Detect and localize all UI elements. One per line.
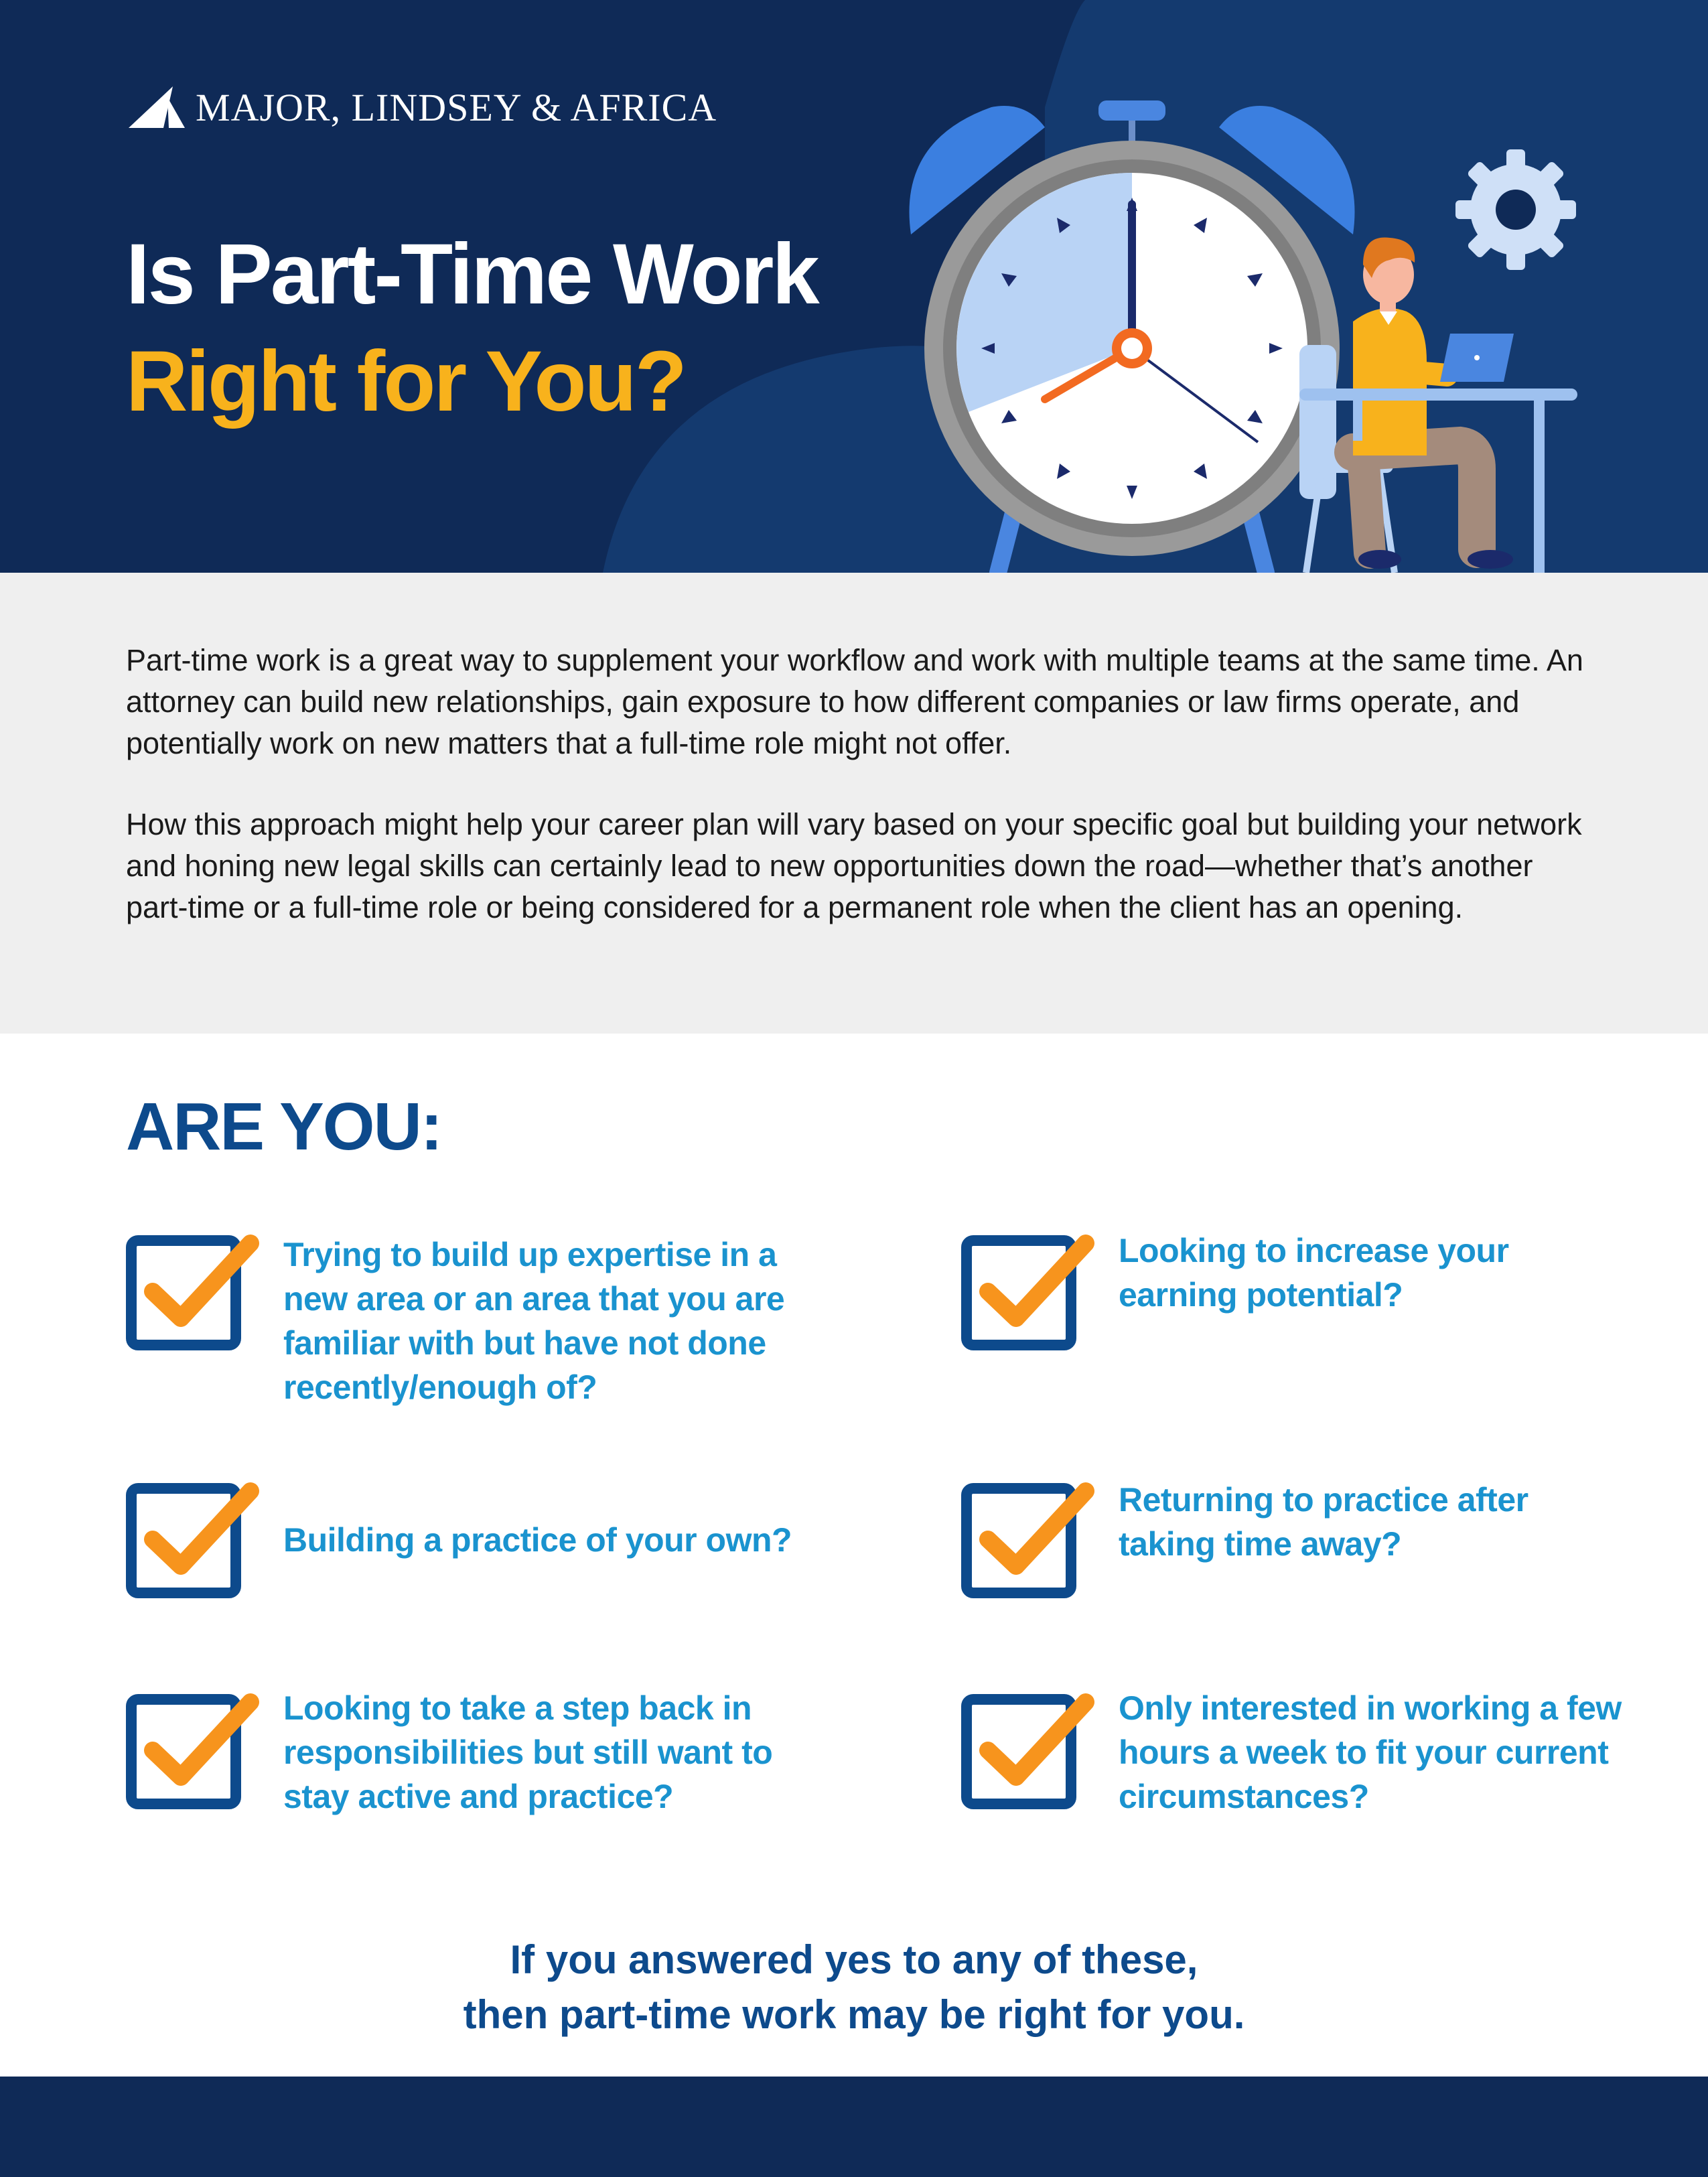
checklist-item-text: Looking to increase your earning potential? [1119,1232,1509,1314]
intro-section [0,573,1708,1034]
checklist-heading: ARE YOU: [126,1089,442,1164]
checkbox-checked-icon [961,1480,1095,1601]
checkbox-checked-icon [126,1233,260,1353]
conclusion-line-2: then part-time work may be right for you. [463,1992,1245,2037]
sail-logo-icon [126,84,188,131]
checkbox-checked-icon [961,1691,1095,1812]
clock-illustration [871,80,1608,573]
checkbox-checked-icon [961,1233,1095,1353]
checklist-item-text: Trying to build up expertise in a new area or an area that you are familiar with but have not done recently/enough of? [283,1236,785,1406]
page-title-line-1: Is Part-Time Work [126,226,818,322]
checklist-item-text: Looking to take a step back in responsibilities but still want to stay active and practice? [283,1689,773,1815]
brand-logo [126,80,717,134]
checklist-item-text: Only interested in working a few hours a week to fit your current circumstances? [1119,1689,1622,1815]
conclusion-line-1: If you answered yes to any of these, [510,1937,1198,1982]
alarm-clock-icon [910,100,1355,573]
intro-paragraph-2: How this approach might help your career plan will vary based on your specific goal but building your network and honing new legal skills can certainly lead to new opportunities down the road—whether that’s another part-time or a full-time role or being considered for a permanent role when the client has an opening. [126,807,1582,924]
conclusion [0,1933,1708,2042]
person-at-laptop-icon [1299,238,1577,573]
checklist-item-text: Returning to practice after taking time away? [1119,1481,1528,1563]
footer-bar [0,2077,1708,2177]
checkbox-checked-icon [126,1480,260,1601]
page-title-line-2: Right for You? [126,334,685,429]
header-banner [0,0,1708,573]
gear-icon [1455,149,1576,270]
brand-name: MAJOR, LINDSEY & AFRICA [196,85,717,129]
intro-paragraph-1: Part-time work is a great way to supplement your workflow and work with multiple teams at the same time. An attorney can build new relationships, gain exposure to how different companies or law firms operate, and potentially work on new matters that a full-time role might not offer. [126,643,1583,760]
checklist-item-text: Building a practice of your own? [283,1521,792,1559]
checkbox-checked-icon [126,1691,260,1812]
